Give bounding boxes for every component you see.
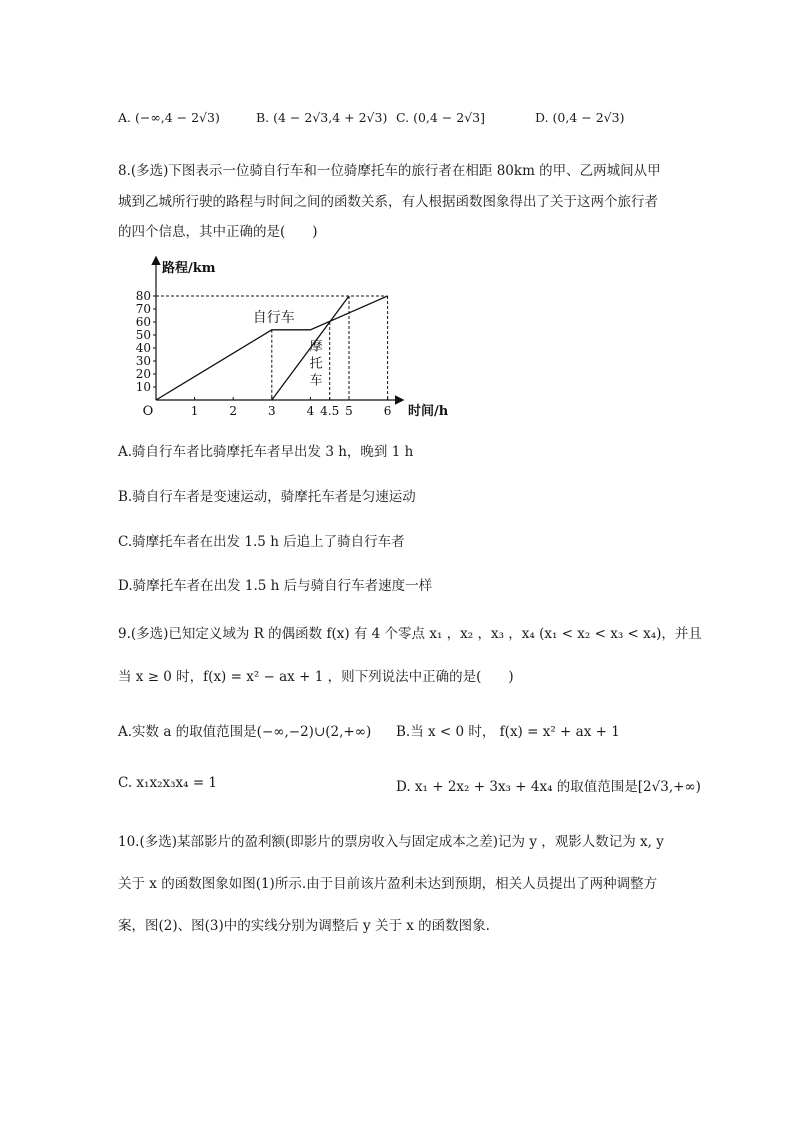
y-tick-label: 50 <box>135 328 151 342</box>
q8-stem-line3: 的四个信息，其中正确的是( ) <box>118 224 318 240</box>
x-tick-label: 3 <box>267 404 276 418</box>
y-tick-label: 30 <box>135 354 151 368</box>
x-tick-label: 6 <box>383 404 392 418</box>
origin-label: O <box>142 404 154 419</box>
x-tick-label: 2 <box>229 404 238 418</box>
x-axis-label: 时间/h <box>408 404 449 419</box>
y-tick-label: 80 <box>135 289 151 303</box>
q7-option-a: A. (−∞,4 − 2√3) <box>118 110 220 125</box>
q8-option-d: D.骑摩托车者在出发 1.5 h 后与骑自行车者速度一样 <box>118 578 433 594</box>
x-tick-label: 5 <box>345 404 353 418</box>
q7-option-c: C. (0,4 − 2√3] <box>396 110 485 125</box>
q7-option-d: D. (0,4 − 2√3) <box>535 110 625 125</box>
x-tick-label: 4 <box>306 404 315 418</box>
motorcycle-label-char: 摩 <box>309 339 323 355</box>
y-tick-label: 40 <box>135 341 151 355</box>
motorcycle-label-char: 托 <box>309 356 323 372</box>
y-tick-label: 10 <box>135 380 151 394</box>
y-tick-label: 60 <box>135 315 151 329</box>
q8-stem-line2: 城到乙城所行驶的路程与时间之间的函数关系，有人根据函数图象得出了关于这两个旅行者 <box>118 194 658 210</box>
q10-stem-line1: 10.(多选)某部影片的盈利额(即影片的票房收入与固定成本之差)记为 y ，观影人数记为 x, y <box>118 834 664 850</box>
bicycle-label: 自行车 <box>252 310 295 326</box>
q9-option-d: D. x₁ + 2x₂ + 3x₃ + 4x₄ 的取值范围是[2√3,+∞) <box>396 779 701 795</box>
q8-stem-line1: 8.(多选)下图表示一位骑自行车和一位骑摩托车的旅行者在相距 80km 的甲、乙两城间从甲 <box>118 163 661 179</box>
x-tick-label: 4.5 <box>320 404 340 418</box>
q9-option-b: B.当 x < 0 时， f(x) = x² + ax + 1 <box>396 724 620 740</box>
q10-stem-line2: 关于 x 的函数图象如图(1)所示.由于目前该片盈利未达到预期，相关人员提出了两种调整方 <box>118 876 658 892</box>
y-tick-label: 70 <box>135 302 151 316</box>
q9-stem-line1: 9.(多选)已知定义域为 R 的偶函数 f(x) 有 4 个零点 x₁ ，x₂ ，x₃ ，x₄ (x₁ < x₂ < x₃ < x₄)，并且 <box>118 626 702 642</box>
q9-option-a: A.实数 a 的取值范围是(−∞,−2)∪(2,+∞) <box>118 724 372 740</box>
q8-option-c: C.骑摩托车者在出发 1.5 h 后追上了骑自行车者 <box>118 534 405 550</box>
q9-stem-line2: 当 x ≥ 0 时，f(x) = x² − ax + 1 ，则下列说法中正确的是( ) <box>118 669 514 685</box>
q9-option-c: C. x₁x₂x₃x₄ = 1 <box>118 775 218 791</box>
distance-time-chart <box>130 250 450 425</box>
q8-option-b: B.骑自行车者是变速运动，骑摩托车者是匀速运动 <box>118 489 416 505</box>
motorcycle-label-char: 车 <box>309 373 323 389</box>
q10-stem-line3: 案，图(2)、图(3)中的实线分别为调整后 y 关于 x 的函数图象. <box>118 918 490 934</box>
q7-option-b: B. (4 − 2√3,4 + 2√3) <box>256 110 388 125</box>
q8-option-a: A.骑自行车者比骑摩托车者早出发 3 h，晚到 1 h <box>118 444 414 460</box>
y-axis-label: 路程/km <box>162 261 216 276</box>
x-tick-label: 1 <box>190 404 199 418</box>
y-tick-label: 20 <box>135 367 151 381</box>
